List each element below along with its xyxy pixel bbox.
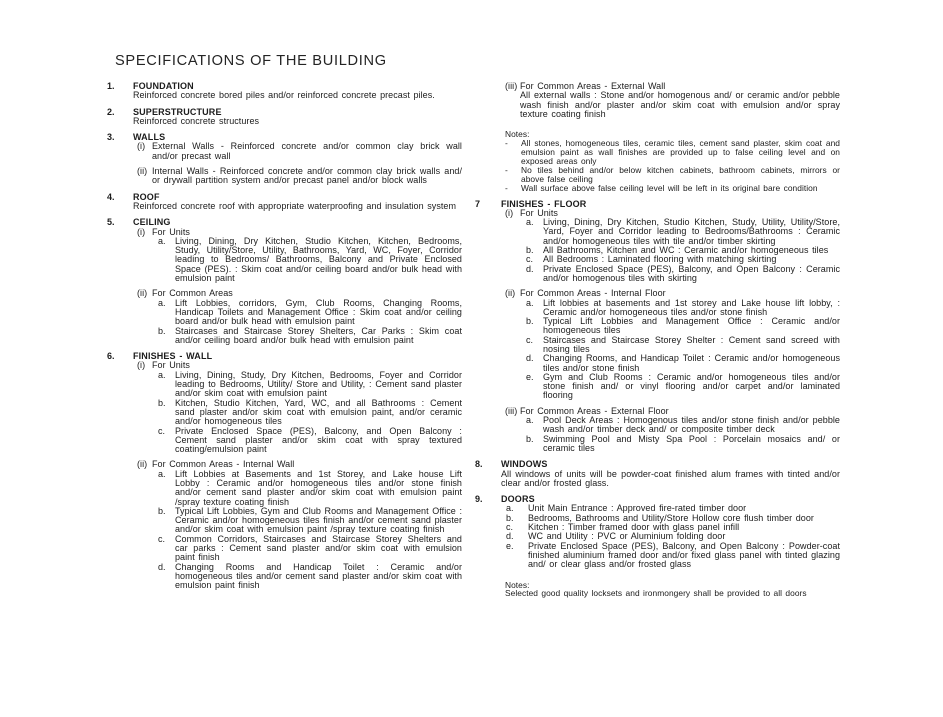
dash-bullet: - bbox=[505, 138, 508, 149]
left-column bbox=[107, 82, 462, 598]
section-heading: SUPERSTRUCTURE bbox=[133, 106, 222, 117]
item-letter: e. bbox=[526, 371, 534, 382]
spec-section bbox=[475, 200, 840, 454]
section-body bbox=[133, 218, 462, 345]
item-text: Lift Lobbies, corridors, Gym, Club Rooms, Changing Rooms, Handicap Toilets and Management Office : Skim coat and/or ceiling board and/or bulk head with emulsion paint bbox=[175, 297, 462, 327]
section-body bbox=[133, 82, 462, 101]
item-letter: a. bbox=[526, 297, 534, 308]
group-marker: (i) bbox=[137, 226, 146, 237]
item-text: Common Corridors, Staircases and Staircase Storey Shelters and car parks : Cement sand plaster and/or skim coat with emulsion paint finish bbox=[175, 533, 462, 563]
list-item bbox=[158, 299, 462, 327]
section-heading: FINISHES - WALL bbox=[133, 351, 213, 362]
list-item bbox=[526, 354, 840, 373]
group-paragraph: Internal Walls - Reinforced concrete and/or common clay brick walls and/ or drywall partition system and/or precast panel and/or block walls bbox=[152, 166, 462, 186]
list-item bbox=[158, 327, 462, 346]
item-text: Typical Lift Lobbies and Management Office : Ceramic and/or homogeneous tiles bbox=[543, 316, 840, 336]
spec-section bbox=[107, 218, 462, 345]
notes-block bbox=[505, 130, 840, 192]
list-item bbox=[158, 470, 462, 507]
section-heading: WALLS bbox=[133, 132, 166, 143]
list-item bbox=[526, 299, 840, 318]
item-letter: d. bbox=[158, 561, 166, 572]
item-text: Pool Deck Areas : Homogenous tiles and/or stone finish and/or pebble wash and/or timber deck and/ or composite timber deck bbox=[543, 415, 840, 435]
section-heading: CEILING bbox=[133, 217, 171, 228]
group-content bbox=[152, 289, 462, 345]
spec-group bbox=[137, 167, 462, 186]
group-title: For Common Areas - Internal Floor bbox=[520, 288, 666, 299]
item-text: Bedrooms, Bathrooms and Utility/Store Hollow core flush timber door bbox=[528, 512, 814, 523]
group-title: For Common Areas - External Wall bbox=[520, 81, 666, 91]
section-heading: FOUNDATION bbox=[133, 81, 194, 91]
section-number: 8. bbox=[475, 459, 483, 470]
spec-group bbox=[137, 228, 462, 284]
item-letter: b. bbox=[158, 505, 166, 516]
item-letter: c. bbox=[506, 522, 514, 533]
right-column bbox=[475, 82, 840, 605]
dash-bullet: - bbox=[505, 164, 508, 175]
spec-section bbox=[107, 352, 462, 590]
spec-paragraph: Reinforced concrete structures bbox=[133, 115, 260, 126]
group-marker: (i) bbox=[137, 141, 146, 152]
group-marker: (i) bbox=[505, 207, 514, 218]
item-letter: b. bbox=[506, 512, 514, 523]
item-text: Lift Lobbies at Basements and 1st Storey, and Lake house Lift Lobby : Ceramic and/or homogeneous tiles and/or stone finish and/or cement sand plaster and/or skim coat with emulsion paint /spray texture coating finish bbox=[175, 468, 462, 507]
item-text: Living, Dining, Study, Dry Kitchen, Bedrooms, Foyer and Corridor leading to Bedrooms, Utility/ Store and Utility, : Cement sand plaster and/or skim coat with emulsion paint bbox=[175, 369, 462, 399]
spec-section bbox=[107, 193, 462, 212]
columns-container bbox=[107, 82, 840, 605]
group-content bbox=[152, 460, 462, 590]
note-text: All stones, homogeneous tiles, ceramic tiles, cement sand plaster, skim coat and emulsion paint as wall finishes are provided up to false ceiling level and on exposed areas only bbox=[521, 138, 840, 166]
section-number: 9. bbox=[475, 494, 483, 505]
list-item bbox=[158, 399, 462, 427]
section-heading: WINDOWS bbox=[501, 459, 548, 470]
note-text: Wall surface above false ceiling level will be left in its original bare condition bbox=[521, 182, 818, 193]
group-marker: (iii) bbox=[505, 81, 518, 91]
list-item bbox=[526, 416, 840, 435]
section-number: 1. bbox=[107, 81, 115, 91]
section-number: 3. bbox=[107, 132, 115, 143]
spec-group bbox=[137, 460, 462, 590]
spec-section bbox=[107, 108, 462, 127]
item-letter: d. bbox=[526, 263, 534, 274]
item-text: Gym and Club Rooms : Ceramic and/or homogeneous tiles and/or stone finish and/ or vinyl flooring and/or carpet and/or laminated flooring bbox=[543, 371, 840, 401]
group-paragraph: External Walls - Reinforced concrete and/or common clay brick wall and/or precast wall bbox=[152, 141, 462, 161]
section-number: 5. bbox=[107, 217, 115, 228]
section-heading: FINISHES - FLOOR bbox=[501, 198, 587, 209]
item-text: Living, Dining, Dry Kitchen, Studio Kitchen, Kitchen, Bedrooms, Study, Utility/Store, Utility, Bathrooms, Yard, WC, Foyer, Corridor leading to Bedrooms/ Bathrooms, Balcony and Private Enclosed Space (PES). : Skim coat and/or ceiling board and/or bulk head with emulsion paint bbox=[175, 235, 462, 284]
spec-paragraph: Reinforced concrete roof with appropriate waterproofing and insulation system bbox=[133, 200, 457, 211]
item-letter: a. bbox=[526, 415, 534, 426]
section-number: 4. bbox=[107, 191, 115, 202]
section-body bbox=[501, 200, 840, 454]
list-item bbox=[526, 373, 840, 401]
list-item bbox=[158, 427, 462, 455]
item-letter: a. bbox=[506, 503, 514, 514]
item-text: Private Enclosed Space (PES), Balcony, and Open Balcony : Ceramic and/or homogenous tiles with skirting bbox=[543, 263, 840, 283]
item-text: Staircases and Staircase Storey Shelters, Car Parks : Skim coat and/or ceiling board and/or bulk head with emulsion paint bbox=[175, 325, 462, 345]
item-text: Unit Main Entrance : Approved fire-rated timber door bbox=[528, 503, 747, 514]
item-letter: d. bbox=[506, 531, 514, 542]
spec-group bbox=[505, 209, 840, 283]
item-text: Lift lobbies at basements and 1st storey and Lake house lift lobby, : Ceramic and/or homogeneous tiles and/or stone finish bbox=[543, 297, 840, 317]
section-number: 6. bbox=[107, 351, 115, 362]
notes-block bbox=[505, 581, 840, 599]
item-text: Changing Rooms, and Handicap Toilet : Ceramic and/or homogeneous tiles and/or stone finish bbox=[543, 353, 840, 373]
notes-label: Notes: bbox=[505, 129, 530, 140]
item-letter: b. bbox=[526, 433, 534, 444]
spec-group bbox=[137, 361, 462, 454]
item-letter: a. bbox=[158, 235, 166, 246]
note-bullet-row bbox=[505, 166, 840, 184]
group-title: For Units bbox=[152, 226, 190, 237]
group-paragraph: All external walls : Stone and/or homogenous and/ or ceramic and/or pebble wash finish and/or plaster and/or skim coat with emulsion and/or spray texture coating finish bbox=[520, 90, 840, 119]
item-text: Typical Lift Lobbies, Gym and Club Rooms and Management Office : Ceramic and/or homogeneous tiles finish and/or cement sand plaster and/or skim coat with emulsion paint /spray texture coating finish bbox=[175, 505, 462, 535]
item-letter: d. bbox=[526, 353, 534, 364]
note-text: No tiles behind and/or below kitchen cabinets, bathroom cabinets, mirrors or above false ceiling bbox=[521, 164, 840, 184]
group-title: For Common Areas - Internal Wall bbox=[152, 459, 295, 470]
item-text: Staircases and Staircase Storey Shelter : Cement sand screed with nosing tiles bbox=[543, 334, 840, 354]
item-text: Private Enclosed Space (PES), Balcony, and Open Balcony : Cement sand plaster and/or skim coat with spray textured coating/emulsion paint bbox=[175, 425, 462, 455]
section-items bbox=[501, 504, 840, 569]
section-body bbox=[501, 82, 840, 193]
dash-bullet: - bbox=[505, 182, 508, 193]
note-bullet-row bbox=[505, 184, 840, 193]
section-body bbox=[133, 108, 462, 127]
item-letter: c. bbox=[158, 425, 166, 436]
section-body bbox=[133, 352, 462, 590]
section-body bbox=[133, 133, 462, 185]
list-item bbox=[526, 218, 840, 246]
item-letter: a. bbox=[158, 468, 166, 479]
group-content bbox=[152, 167, 462, 186]
section-heading: ROOF bbox=[133, 191, 160, 202]
item-text: Swimming Pool and Misty Spa Pool : Porcelain mosaics and/ or ceramic tiles bbox=[543, 433, 840, 453]
item-letter: a. bbox=[158, 297, 166, 308]
note-bullet-row bbox=[505, 139, 840, 166]
group-marker: (i) bbox=[137, 360, 146, 371]
specifications-document bbox=[107, 53, 840, 605]
list-item bbox=[506, 542, 840, 570]
group-content bbox=[152, 361, 462, 454]
spec-section bbox=[107, 133, 462, 185]
list-item bbox=[158, 563, 462, 591]
spec-group bbox=[505, 289, 840, 401]
page-title: SPECIFICATIONS OF THE BUILDING bbox=[115, 53, 387, 69]
group-content bbox=[152, 228, 462, 284]
spec-group bbox=[137, 289, 462, 345]
list-item bbox=[158, 507, 462, 535]
section-number: 2. bbox=[107, 106, 115, 117]
group-title: For Common Areas bbox=[152, 288, 233, 299]
item-text: Living, Dining, Dry Kitchen, Studio Kitchen, Study, Utility, Utility/Store, Yard, Foyer and Corridor leading to Bedrooms/Bathrooms : Ceramic and/or homogeneous tiles with tile and/or timber skirting bbox=[543, 217, 840, 246]
list-item bbox=[158, 237, 462, 283]
section-body bbox=[133, 193, 462, 212]
spec-group bbox=[505, 407, 840, 453]
spec-section bbox=[475, 460, 840, 488]
list-item bbox=[526, 317, 840, 336]
spec-group bbox=[505, 82, 840, 119]
item-letter: b. bbox=[158, 325, 166, 336]
spec-paragraph: All windows of units will be powder-coat finished alum frames with tinted and/or clear and/or frosted glass. bbox=[501, 468, 840, 488]
group-content bbox=[520, 289, 840, 401]
item-letter: c. bbox=[526, 334, 534, 345]
spec-section bbox=[475, 82, 840, 193]
list-item bbox=[526, 265, 840, 284]
spec-group bbox=[137, 142, 462, 161]
item-text: Private Enclosed Space (PES), Balcony, and Open Balcony : Powder-coat finished aluminium framed door and/or fixed glass panel with tinted glazing and/ or clear glass and/or frosted glass bbox=[528, 540, 840, 570]
group-content bbox=[520, 82, 840, 119]
list-item bbox=[158, 371, 462, 399]
group-marker: (ii) bbox=[137, 166, 148, 177]
group-content bbox=[520, 209, 840, 283]
item-letter: a. bbox=[526, 217, 534, 228]
section-number: 7 bbox=[475, 198, 481, 209]
group-title: For Common Areas - External Floor bbox=[520, 405, 669, 416]
notes-paragraph: Selected good quality locksets and ironmongery shall be provided to all doors bbox=[505, 588, 807, 599]
spec-section bbox=[107, 82, 462, 101]
section-body bbox=[501, 495, 840, 598]
section-number bbox=[475, 82, 501, 193]
list-item bbox=[526, 435, 840, 454]
item-text: Kitchen : Timber framed door with glass panel infill bbox=[528, 522, 740, 533]
group-title: For Units bbox=[520, 207, 558, 218]
item-letter: b. bbox=[158, 397, 166, 408]
item-text: Kitchen, Studio Kitchen, Yard, WC, and all Bathrooms : Cement sand plaster and/or skim coat with emulsion paint, and/or ceramic and/or homogeneous tiles bbox=[175, 397, 462, 427]
item-letter: b. bbox=[526, 316, 534, 327]
spec-paragraph: Reinforced concrete bored piles and/or reinforced concrete precast piles. bbox=[133, 90, 435, 101]
group-marker: (ii) bbox=[137, 459, 148, 470]
item-letter: e. bbox=[506, 540, 514, 551]
list-item bbox=[158, 535, 462, 563]
section-heading: DOORS bbox=[501, 494, 535, 505]
item-text: All Bathrooms, Kitchen and WC : Ceramic and/or homogeneous tiles bbox=[543, 245, 829, 256]
group-marker: (ii) bbox=[137, 288, 148, 299]
item-letter: b. bbox=[526, 245, 534, 256]
notes-label: Notes: bbox=[505, 579, 530, 590]
group-title: For Units bbox=[152, 360, 190, 371]
spec-section bbox=[475, 495, 840, 598]
list-item bbox=[526, 336, 840, 355]
item-letter: c. bbox=[526, 254, 534, 265]
item-letter: a. bbox=[158, 369, 166, 380]
item-text: WC and Utility : PVC or Aluminium folding door bbox=[528, 531, 726, 542]
item-text: Changing Rooms and Handicap Toilet : Ceramic and/or homogeneous tiles and/or cement sand plaster and/or skim coat with emulsion paint finish bbox=[175, 561, 462, 591]
group-content bbox=[152, 142, 462, 161]
item-text: All Bedrooms : Laminated flooring with matching skirting bbox=[543, 254, 777, 265]
group-content bbox=[520, 407, 840, 453]
section-body bbox=[501, 460, 840, 488]
item-letter: c. bbox=[158, 533, 166, 544]
group-marker: (iii) bbox=[505, 405, 518, 416]
group-marker: (ii) bbox=[505, 288, 516, 299]
